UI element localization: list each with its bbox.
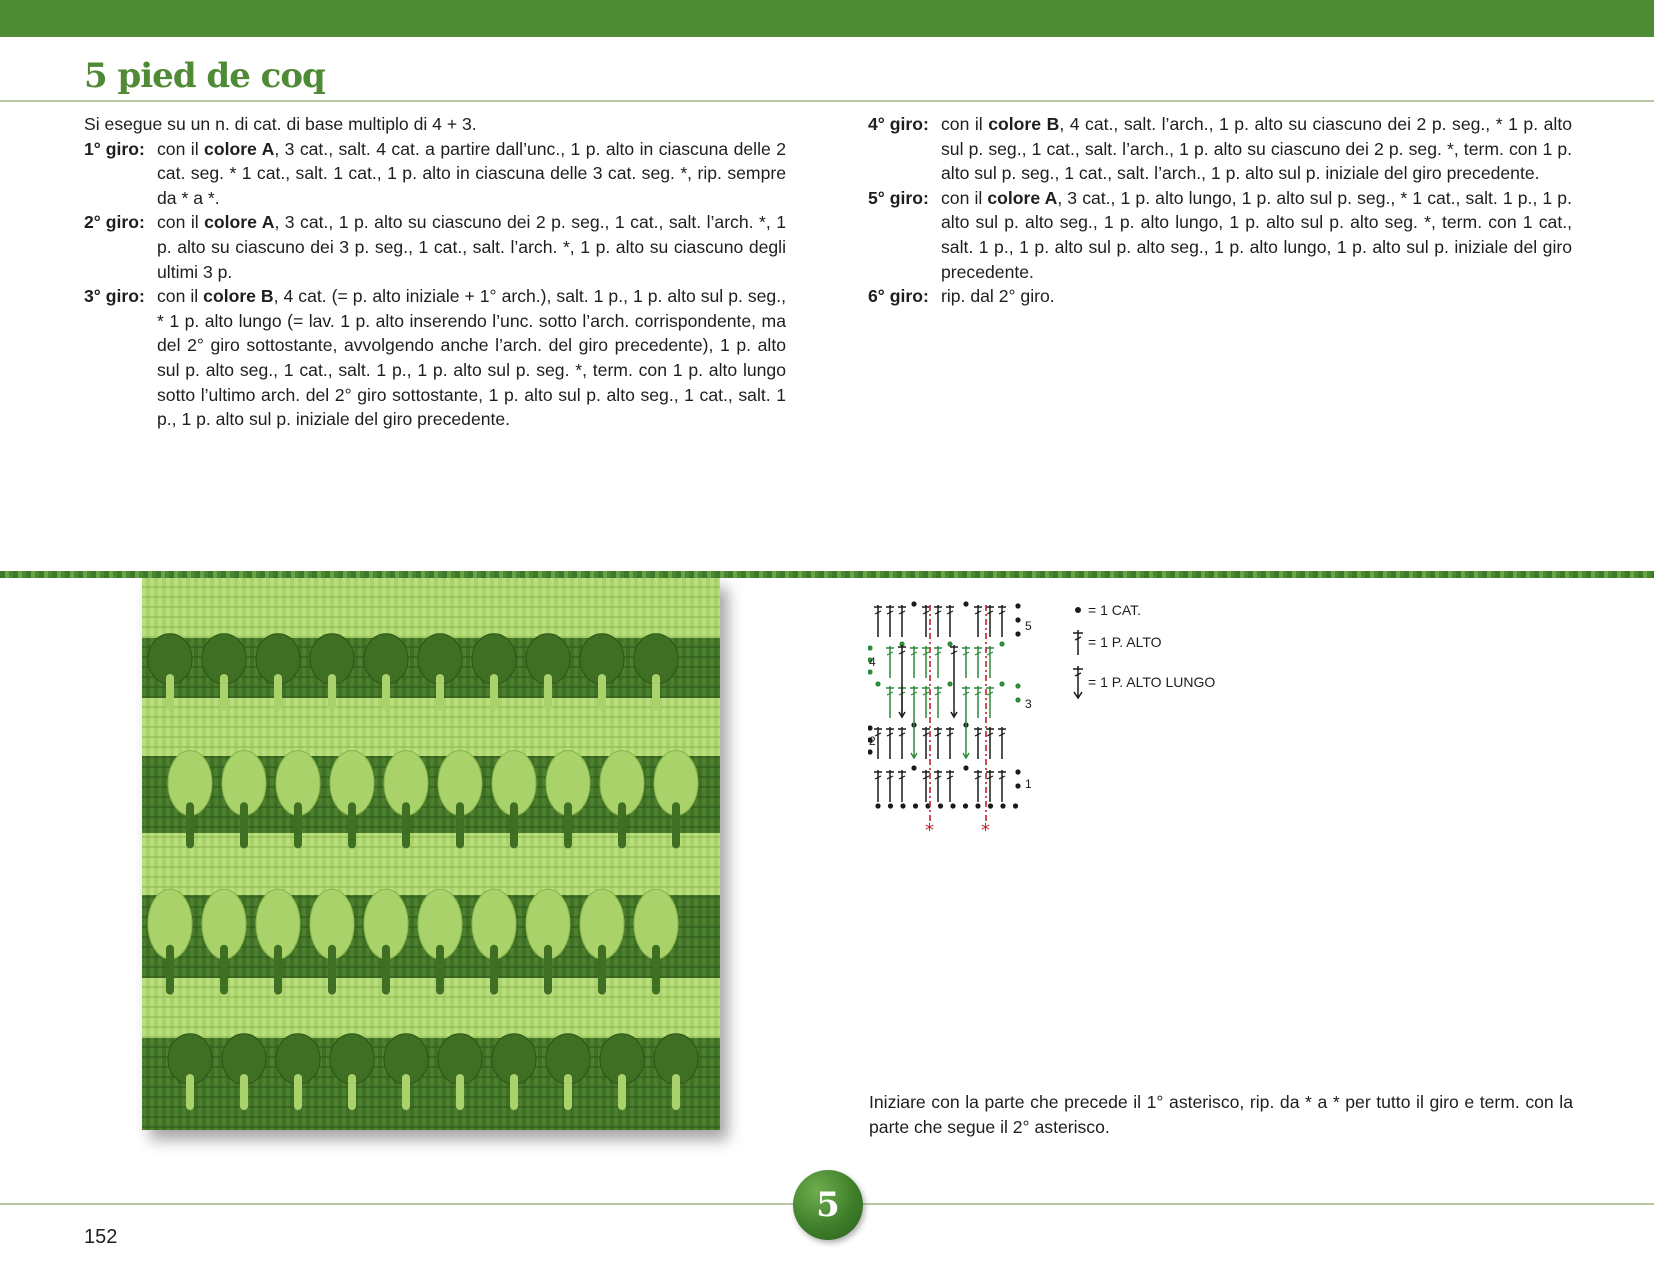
double-crochet bbox=[986, 727, 994, 759]
step-row-2 bbox=[84, 210, 786, 284]
row-number: 3 bbox=[1025, 697, 1032, 711]
diagram-stitches bbox=[868, 601, 1021, 808]
chain-dot bbox=[963, 803, 968, 808]
stitch-stem bbox=[382, 945, 390, 995]
stitch-stem bbox=[598, 674, 606, 710]
step-body: , 3 cat., 1 p. alto su ciascuno dei 2 p. seg., 1 cat., salt. l’arch. *, 1 p. alto su ciascuno dei 3 p. seg., 1 cat., salt. l’arch. *, 1 p. alto su ciascuno degli ultimi 3 p. bbox=[157, 212, 786, 282]
chain-dot bbox=[868, 725, 873, 730]
stitch-stem bbox=[618, 802, 626, 848]
chain-dot bbox=[1000, 803, 1005, 808]
stitch-stem bbox=[294, 802, 302, 848]
stitch-stem bbox=[490, 945, 498, 995]
stitch-stem bbox=[456, 1074, 464, 1110]
chain-dot bbox=[911, 601, 916, 606]
stitch-stem bbox=[618, 1074, 626, 1110]
double-crochet bbox=[962, 646, 970, 678]
row-number: 4 bbox=[869, 655, 876, 669]
row-number: 2 bbox=[869, 734, 876, 748]
step-pre: con il bbox=[941, 114, 989, 134]
stitch-stem bbox=[186, 1074, 194, 1110]
double-crochet bbox=[974, 646, 982, 678]
stitch-stem bbox=[328, 945, 336, 995]
legend-item bbox=[1068, 628, 1162, 656]
stitch-stem bbox=[328, 674, 336, 710]
stitch-stem bbox=[240, 802, 248, 848]
stitch-stem bbox=[402, 802, 410, 848]
chain-dot bbox=[963, 765, 968, 770]
chain-dot bbox=[1015, 769, 1020, 774]
step-pre: con il bbox=[157, 138, 205, 159]
double-crochet bbox=[886, 686, 894, 718]
chain-dot bbox=[1015, 783, 1020, 788]
long-double-crochet bbox=[910, 686, 918, 758]
double-crochet bbox=[874, 605, 882, 637]
stitch-stem bbox=[274, 674, 282, 710]
double-crochet bbox=[998, 605, 1006, 637]
double-crochet bbox=[898, 605, 906, 637]
stitch-stem bbox=[598, 945, 606, 995]
stitch-stem bbox=[490, 674, 498, 710]
long-double-crochet bbox=[898, 645, 906, 717]
step-pre: con il bbox=[157, 212, 205, 233]
double-crochet bbox=[886, 646, 894, 678]
yarn-divider bbox=[0, 571, 1654, 578]
step-text bbox=[941, 284, 1572, 309]
chain-dot bbox=[1013, 803, 1018, 808]
step-text bbox=[941, 186, 1572, 284]
double-crochet bbox=[998, 727, 1006, 759]
double-crochet bbox=[974, 605, 982, 637]
chain-dot bbox=[913, 803, 918, 808]
instructions-left-column bbox=[84, 112, 786, 432]
chain-dot bbox=[868, 645, 873, 650]
chain-dot bbox=[999, 681, 1004, 686]
chain-dot bbox=[1015, 631, 1020, 636]
step-row-4 bbox=[868, 112, 1572, 186]
color-name: colore A bbox=[204, 212, 275, 233]
legend-label: = 1 CAT. bbox=[1088, 602, 1142, 618]
stitch-stem bbox=[564, 802, 572, 848]
stitch-stem bbox=[348, 1074, 356, 1110]
top-color-bar bbox=[0, 0, 1654, 37]
double-crochet bbox=[934, 770, 942, 802]
double-crochet bbox=[874, 770, 882, 802]
step-pre: rip. dal 2° giro. bbox=[941, 286, 1055, 307]
instruction-note: Iniziare con la parte che precede il 1° asterisco, rip. da * a * per tutto il giro e term. con la parte che segue il 2° asterisco. bbox=[869, 1092, 1573, 1137]
long-double-crochet-icon bbox=[1068, 664, 1088, 700]
chain-dot bbox=[911, 765, 916, 770]
step-pre: con il bbox=[157, 286, 204, 307]
step-label: 2° giro: bbox=[84, 212, 145, 233]
crochet-swatch-image bbox=[142, 578, 720, 1130]
step-label: 3° giro: bbox=[84, 286, 145, 307]
chain-dot bbox=[1015, 617, 1020, 622]
step-row-3 bbox=[84, 284, 786, 432]
double-crochet bbox=[922, 646, 930, 678]
double-crochet bbox=[934, 646, 942, 678]
step-row-5 bbox=[868, 186, 1572, 284]
chain-dot bbox=[1015, 683, 1020, 688]
double-crochet bbox=[946, 605, 954, 637]
double-crochet bbox=[946, 770, 954, 802]
step-label: 6° giro: bbox=[868, 286, 929, 307]
stitch-stem bbox=[510, 802, 518, 848]
stitch-stem bbox=[402, 1074, 410, 1110]
double-crochet bbox=[934, 727, 942, 759]
chain-dot bbox=[988, 803, 993, 808]
step-pre: con il bbox=[941, 187, 988, 208]
stitch-stem bbox=[186, 802, 194, 848]
double-crochet bbox=[986, 605, 994, 637]
double-crochet bbox=[922, 686, 930, 718]
double-crochet bbox=[998, 770, 1006, 802]
title-divider bbox=[0, 100, 1654, 102]
chain-dot bbox=[1015, 603, 1020, 608]
double-crochet bbox=[886, 605, 894, 637]
chain-dot bbox=[950, 803, 955, 808]
row-number: 1 bbox=[1025, 777, 1032, 791]
stitch-stem bbox=[564, 1074, 572, 1110]
stitch-stem bbox=[544, 674, 552, 710]
double-crochet bbox=[946, 727, 954, 759]
yarn-ball-badge bbox=[793, 1170, 863, 1240]
double-crochet bbox=[910, 646, 918, 678]
step-label: 4° giro: bbox=[868, 114, 929, 134]
stitch-stem bbox=[436, 674, 444, 710]
badge-number: 5 bbox=[816, 1185, 840, 1225]
double-crochet bbox=[922, 727, 930, 759]
step-body: , 4 cat. (= p. alto iniziale + 1° arch.), salt. 1 p., 1 p. alto sul p. seg., * 1 p. alto lungo (= lav. 1 p. alto inserendo l’unc. sotto l’arch. corrispondente, ma del 2° giro sottostante, avvolgendo anche l’arch. del giro precedente), 1 p. alto sul p. alto seg., 1 cat., salt. 1 p., 1 p. alto sul p. seg. *, term. con 1 p. alto lungo sotto l’ultimo arch. del 2° giro sottostante, 1 p. alto sul p. alto seg., 1 cat., salt. 1 p., 1 p. alto sul p. iniziale del giro precedente. bbox=[157, 286, 786, 430]
legend-item bbox=[1068, 602, 1141, 618]
stitch-stem bbox=[436, 945, 444, 995]
chain-dot bbox=[947, 641, 952, 646]
stitch-stem bbox=[382, 674, 390, 710]
long-double-crochet bbox=[950, 645, 958, 717]
stitch-stem bbox=[220, 945, 228, 995]
legend-item bbox=[1068, 664, 1215, 700]
stitch-stem bbox=[240, 1074, 248, 1110]
double-crochet bbox=[986, 686, 994, 718]
double-crochet bbox=[898, 770, 906, 802]
stitch-stem bbox=[652, 945, 660, 995]
stitch-stem bbox=[672, 1074, 680, 1110]
repeat-asterisk: * bbox=[981, 820, 990, 840]
diagram-legend bbox=[1068, 600, 1268, 710]
color-name: colore A bbox=[204, 138, 275, 159]
chain-dot bbox=[875, 681, 880, 686]
double-crochet bbox=[922, 770, 930, 802]
chain-dot bbox=[868, 669, 873, 674]
stitch-stem bbox=[652, 674, 660, 710]
stitch-stem bbox=[456, 802, 464, 848]
stitch-diagram bbox=[868, 600, 1048, 840]
stitch-stem bbox=[274, 945, 282, 995]
row-number: 5 bbox=[1025, 619, 1032, 633]
stitch-stem bbox=[166, 674, 174, 710]
double-crochet bbox=[974, 686, 982, 718]
stitch-stem bbox=[220, 674, 228, 710]
stitch-stem bbox=[294, 1074, 302, 1110]
double-crochet bbox=[986, 770, 994, 802]
long-double-crochet bbox=[962, 686, 970, 758]
chain-dot bbox=[888, 803, 893, 808]
color-name: colore A bbox=[987, 187, 1058, 208]
step-label: 5° giro: bbox=[868, 187, 929, 208]
page-title: 5 pied de coq bbox=[84, 56, 325, 96]
double-crochet bbox=[886, 770, 894, 802]
step-body: , 4 cat., salt. l’arch., 1 p. alto su ciascuno dei 2 p. seg., * 1 p. alto sul p. seg., 1 cat., salt. l’arch., 1 p. alto su ciascuno dei 2 p. seg. *, term. con 1 p. alto sul p. seg., 1 cat., salt. l’arch., 1 p. alto sul p. iniziale del giro precedente. bbox=[941, 114, 1572, 184]
legend-label: = 1 P. ALTO bbox=[1088, 634, 1162, 650]
stitch-stem bbox=[544, 945, 552, 995]
legend-label: = 1 P. ALTO LUNGO bbox=[1088, 674, 1216, 690]
stitch-stem bbox=[510, 1074, 518, 1110]
double-crochet bbox=[986, 646, 994, 678]
stitch-stem bbox=[348, 802, 356, 848]
chain-dot bbox=[868, 749, 873, 754]
double-crochet-icon bbox=[1068, 628, 1088, 656]
page-number: 152 bbox=[84, 1226, 118, 1248]
repeat-asterisk: * bbox=[925, 820, 934, 840]
step-body: , 3 cat., salt. 4 cat. a partire dall’unc., 1 p. alto in ciascuna delle 2 cat. seg. * 1 cat., salt. 1 cat., 1 p. alto in ciascuna delle 3 cat. seg. *, rip. sempre da * a *. bbox=[157, 138, 786, 208]
color-name: colore B bbox=[988, 114, 1060, 134]
step-text bbox=[157, 210, 786, 284]
chain-dot bbox=[900, 803, 905, 808]
chain-dot bbox=[963, 601, 968, 606]
stitch-stem bbox=[166, 945, 174, 995]
double-crochet bbox=[974, 770, 982, 802]
chain-dot bbox=[975, 803, 980, 808]
double-crochet bbox=[934, 686, 942, 718]
stitch-stem bbox=[672, 802, 680, 848]
step-text bbox=[157, 137, 786, 211]
double-crochet bbox=[898, 727, 906, 759]
step-text bbox=[157, 284, 786, 432]
step-row-6 bbox=[868, 284, 1572, 309]
color-name: colore B bbox=[203, 286, 274, 307]
chain-dot bbox=[947, 681, 952, 686]
double-crochet bbox=[974, 727, 982, 759]
chain-dot-icon bbox=[1068, 606, 1088, 614]
step-label: 1° giro: bbox=[84, 138, 145, 159]
step-body: , 3 cat., 1 p. alto lungo, 1 p. alto sul p. seg., * 1 cat., salt. 1 p., 1 p. alto sul p. alto seg., 1 p. alto lungo, 1 p. alto sul p. alto seg. *, term. con 1 cat., salt. 1 p., 1 p. alto sul p. alto seg., 1 p. alto lungo, 1 p. alto sul p. iniziale del giro precedente. bbox=[941, 187, 1572, 282]
double-crochet bbox=[922, 605, 930, 637]
double-crochet bbox=[934, 605, 942, 637]
step-text bbox=[941, 112, 1572, 186]
step-row-1 bbox=[84, 137, 786, 211]
chain-dot bbox=[875, 803, 880, 808]
chain-dot bbox=[938, 803, 943, 808]
intro-text: Si esegue su un n. di cat. di base multiplo di 4 + 3. bbox=[84, 114, 477, 134]
chain-dot bbox=[999, 641, 1004, 646]
chain-dot bbox=[1015, 697, 1020, 702]
double-crochet bbox=[886, 727, 894, 759]
instructions-right-column bbox=[868, 112, 1572, 309]
